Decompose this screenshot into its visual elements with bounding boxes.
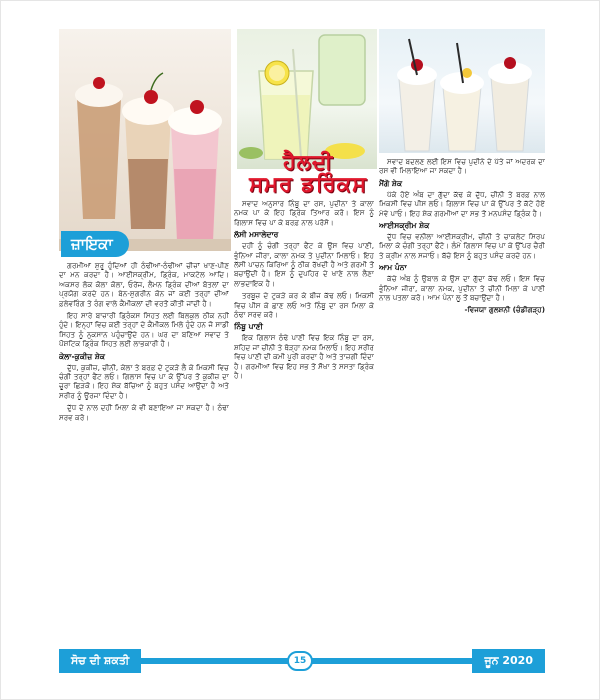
lemonade-glass-photo bbox=[237, 29, 377, 169]
paragraph: ਗਰਮੀਆਂ ਸ਼ੁਰੂ ਹੁੰਦਿਆਂ ਹੀ ਠੰਢੀਆਂ-ਠੰਢੀਆਂ ਚੀਜ਼ਾਂ ਖਾਣ-ਪੀਣ ਦਾ ਮਨ ਕਰਦਾ ਹੈ। ਆਈਸਕ੍ਰੀਮ, ਡ੍ਰਿੰਕ, ਮਾਕਟੇਲ ਆਦਿ। ਅਕਸਰ ਲੋਕ ਕੋਲਾ ਕੋਲਾ, ਓਰੇਂਜ, ਲੈਮਨ ਡ੍ਰਿੰਕ ਦੀਆਂ ਬੋਤਲਾਂ ਦਾ ਪ੍ਰਯੋਗ ਕਰਦੇ ਹਨ। ਬੇਨ-ਸ਼ੁਗਰੀਨ ਕੋਨ ਜਾਂ ਕਈ ਤਰ੍ਹਾਂ ਦੀਆਂ ਫ਼ਲੇਵਰਿੰਗ ਤੇ ਰੰਗ ਵਾਲੇ ਕੈਮੀਕਲਾਂ ਦੀ ਵਰਤੋਂ ਕੀਤੀ ਜਾਂਦੀ ਹੈ। bbox=[59, 261, 229, 308]
article-column-3 bbox=[379, 157, 545, 647]
page-footer bbox=[1, 649, 600, 673]
recipe-heading: ਮੈਂਗੋ ਸ਼ੇਕ bbox=[379, 178, 403, 188]
paragraph: ਸਵਾਦ ਬਦਲਣ ਲਈ ਇਸ ਵਿਚ ਪੁਦੀਨੇ ਦੇ ਪੱਤੇ ਜਾਂ ਅਦਰਕ ਦਾ ਰਸ ਵੀ ਮਿਲਾਇਆ ਜਾ ਸਕਦਾ ਹੈ। bbox=[379, 157, 545, 176]
paragraph: ਪੱਕੇ ਹੋਏ ਅੰਬ ਦਾ ਗੁੱਦਾ ਕੱਢ ਕੇ ਦੁੱਧ, ਚੀਨੀ ਤੇ ਬਰਫ਼ ਨਾਲ ਮਿਕਸੀ ਵਿਚ ਪੀਸ ਲਓ। ਗਿਲਾਸ ਵਿਚ ਪਾ ਕੇ ਉੱਪਰ ਤੋਂ ਕੱਟੇ ਹੋਏ ਮੇਵੇ ਪਾਓ। ਇਹ ਸ਼ੇਕ ਗਰਮੀਆਂ ਦਾ ਸਭ ਤੋਂ ਮਨਪਸੰਦ ਡ੍ਰਿੰਕ ਹੈ। bbox=[379, 189, 545, 218]
title-line-2: ਸਮਰ ਡਰਿੰਕਸ bbox=[249, 171, 367, 196]
paragraph: ਕੱਚੇ ਅੰਬ ਨੂੰ ਉਬਾਲ ਕੇ ਉਸ ਦਾ ਗੁੱਦਾ ਕੱਢ ਲਓ। ਇਸ ਵਿਚ ਭੁੰਨਿਆ ਜੀਰਾ, ਕਾਲਾ ਨਮਕ, ਪੁਦੀਨਾ ਤੇ ਚੀਨੀ ਮਿਲਾ ਕੇ ਪਾਣੀ ਨਾਲ ਪਤਲਾ ਕਰੋ। ਆਮ ਪੰਨਾ ਲੂ ਤੋਂ ਬਚਾਉਂਦਾ ਹੈ। bbox=[379, 274, 545, 303]
article-column-2 bbox=[234, 199, 374, 647]
paragraph: ਦੁੱਧ ਵਿਚ ਵਨੀਲਾ ਆਈਸਕ੍ਰੀਮ, ਚੀਨੀ ਤੇ ਚਾਕਲੇਟ ਸਿਰਪ ਮਿਲਾ ਕੇ ਚੰਗੀ ਤਰ੍ਹਾਂ ਫੈਂਟੋ। ਲੰਮੇ ਗਿਲਾਸ ਵਿਚ ਪਾ ਕੇ ਉੱਪਰ ਚੈਰੀ ਤੇ ਕ੍ਰੀਮ ਨਾਲ ਸਜਾਓ। ਬੱਚੇ ਇਸ ਨੂੰ ਬਹੁਤ ਪਸੰਦ ਕਰਦੇ ਹਨ। bbox=[379, 232, 545, 260]
paragraph: ਦਹੀਂ ਨੂੰ ਚੰਗੀ ਤਰ੍ਹਾਂ ਫੈਂਟ ਕੇ ਉਸ ਵਿਚ ਪਾਣੀ, ਭੁੰਨਿਆ ਜੀਰਾ, ਕਾਲਾ ਨਮਕ ਤੇ ਪੁਦੀਨਾ ਮਿਲਾਓ। ਇਹ ਲੱਸੀ ਪਾਚਨ ਕਿਰਿਆ ਨੂੰ ਠੀਕ ਰੱਖਦੀ ਹੈ ਅਤੇ ਗਰਮੀ ਤੋਂ ਬਚਾਉਂਦੀ ਹੈ। ਇਸ ਨੂੰ ਦੁਪਹਿਰ ਦੇ ਖਾਣੇ ਨਾਲ ਲੈਣਾ ਲਾਭਦਾਇਕ ਹੈ। bbox=[234, 241, 374, 288]
paragraph: ਇਹ ਸਾਰੇ ਬਾਜ਼ਾਰੀ ਡ੍ਰਿੰਕਸ ਸਿਹਤ ਲਈ ਬਿਲਕੁਲ ਠੀਕ ਨਹੀਂ ਹੁੰਦੇ। ਇਨ੍ਹਾਂ ਵਿਚ ਕਈ ਤਰ੍ਹਾਂ ਦੇ ਕੈਮੀਕਲ ਮਿਲੇ ਹੁੰਦੇ ਹਨ ਜੋ ਸਾਡੀ ਸਿਹਤ ਨੂੰ ਨੁਕਸਾਨ ਪਹੁੰਚਾਉਂਦੇ ਹਨ। ਘਰ ਦਾ ਬਣਿਆ ਸਵਾਦ ਤੇ ਪੌਸ਼ਟਿਕ ਡ੍ਰਿੰਕ ਸਿਹਤ ਲਈ ਲਾਭਕਾਰੀ ਹੈ। bbox=[59, 311, 229, 349]
milkshake-illustration bbox=[59, 29, 231, 251]
recipe-heading: ਆਮ ਪੰਨਾ bbox=[379, 263, 407, 273]
shake-glasses-photo bbox=[379, 29, 545, 153]
paragraph: ਦੁੱਧ ਦੇ ਨਾਲ ਦਹੀਂ ਮਿਲਾ ਕੇ ਵੀ ਬਣਾਇਆ ਜਾ ਸਕਦਾ ਹੈ। ਠੰਢਾ ਸਰਵ ਕਰੋ। bbox=[59, 403, 229, 422]
recipe-heading: ਨਿੰਬੂ ਪਾਣੀ bbox=[234, 322, 263, 332]
magazine-name: ਸੋਚ ਦੀ ਸ਼ਕਤੀ bbox=[59, 649, 141, 673]
paragraph: ਸਵਾਦ ਅਨੁਸਾਰ ਨਿੰਬੂ ਦਾ ਰਸ, ਪੁਦੀਨਾ ਤੇ ਕਾਲਾ ਨਮਕ ਪਾ ਕੇ ਇਹ ਡ੍ਰਿੰਕ ਤਿਆਰ ਕਰੋ। ਇਸ ਨੂੰ ਗਿਲਾਸ ਵਿਚ ਪਾ ਕੇ ਬਰਫ਼ ਨਾਲ ਪਰੋਸੋ। bbox=[234, 199, 374, 227]
author-credit: -ਵਿਜਯਾ ਗੁਲਸ਼ਨੀ (ਚੰਡੀਗੜ੍ਹ) bbox=[464, 305, 545, 315]
paragraph: ਇਕ ਗਿਲਾਸ ਠੰਢੇ ਪਾਣੀ ਵਿਚ ਇਕ ਨਿੰਬੂ ਦਾ ਰਸ, ਸ਼ਹਿਦ ਜਾਂ ਚੀਨੀ ਤੇ ਥੋੜ੍ਹਾ ਨਮਕ ਮਿਲਾਓ। ਇਹ ਸਰੀਰ ਵਿਚ ਪਾਣੀ ਦੀ ਕਮੀ ਪੂਰੀ ਕਰਦਾ ਹੈ ਅਤੇ ਤਾਜ਼ਗੀ ਦਿੰਦਾ ਹੈ। ਗਰਮੀਆਂ ਵਿਚ ਇਹ ਸਭ ਤੋਂ ਸੌਖਾ ਤੇ ਸਸਤਾ ਡ੍ਰਿੰਕ ਹੈ। bbox=[234, 333, 374, 381]
paragraph: ਦੁੱਧ, ਕੁਕੀਜ਼, ਚੀਨੀ, ਕੇਲਾ ਤੇ ਬਰਫ਼ ਦੇ ਟੁਕੜੇ ਲੈ ਕੇ ਮਿਕਸੀ ਵਿਚ ਚੰਗੀ ਤਰ੍ਹਾਂ ਫੈਂਟ ਲਓ। ਗਿਲਾਸ ਵਿਚ ਪਾ ਕੇ ਉੱਪਰ ਤੋਂ ਕੁਕੀਜ਼ ਦਾ ਚੂਰਾ ਛਿੜਕੋ। ਇਹ ਸ਼ੇਕ ਬੱਚਿਆਂ ਨੂੰ ਬਹੁਤ ਪਸੰਦ ਆਉਂਦਾ ਹੈ ਅਤੇ ਸਰੀਰ ਨੂੰ ਊਰਜਾ ਦਿੰਦਾ ਹੈ। bbox=[59, 362, 229, 400]
section-badge-label: ਜ਼ਾਇਕਾ bbox=[71, 235, 113, 253]
recipe-heading: ਲੱਸੀ ਮਸਾਲੇਦਾਰ bbox=[234, 230, 279, 240]
article-title bbox=[233, 151, 383, 197]
page-number: 15 bbox=[287, 651, 313, 671]
title-line-1: ਹੈਲਦੀ bbox=[282, 149, 334, 174]
section-badge bbox=[61, 231, 129, 257]
lemonade-illustration bbox=[237, 29, 377, 169]
issue-date: ਜੂਨ 2020 bbox=[472, 649, 545, 673]
shake-illustration bbox=[379, 29, 545, 153]
paragraph: ਤਰਬੂਜ਼ ਦੇ ਟੁਕੜੇ ਕਰ ਕੇ ਬੀਜ ਕੱਢ ਲਓ। ਮਿਕਸੀ ਵਿਚ ਪੀਸ ਕੇ ਛਾਣ ਲਓ ਅਤੇ ਨਿੰਬੂ ਦਾ ਰਸ ਮਿਲਾ ਕੇ ਠੰਢਾ ਸਰਵ ਕਰੋ। bbox=[234, 291, 374, 320]
recipe-heading: ਆਈਸਕ੍ਰੀਮ ਸ਼ੇਕ bbox=[379, 221, 430, 231]
article-column-1 bbox=[59, 261, 229, 647]
milkshake-glasses-photo bbox=[59, 29, 231, 251]
recipe-heading: ਕੇਲਾ-ਕੁਕੀਜ਼ ਸ਼ੇਕ bbox=[59, 351, 106, 361]
